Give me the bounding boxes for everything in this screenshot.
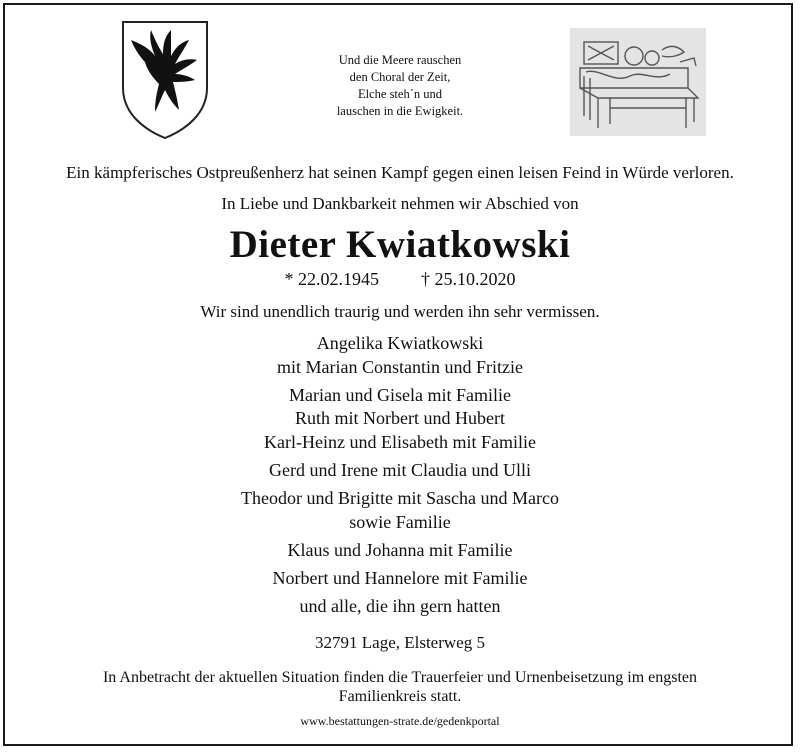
ceremony-notice — [0, 668, 800, 706]
death-date: † 25.10.2020 — [421, 269, 516, 289]
mourner-line: Marian und Gisela mit Familie — [289, 385, 511, 405]
birth-date: * 22.02.1945 — [284, 269, 379, 289]
mourner-line: Gerd und Irene mit Claudia und Ulli — [269, 460, 531, 480]
life-dates — [0, 269, 800, 290]
elk-antler-crest-icon — [119, 18, 211, 142]
farewell-text: In Liebe und Dankbarkeit nehmen wir Abschied von — [221, 194, 579, 213]
mourning-line: Wir sind unendlich traurig und werden ihn sehr vermissen. — [200, 302, 600, 321]
mourner-line: und alle, die ihn gern hatten — [299, 596, 501, 616]
poem-line: lauschen in die Ewigkeit. — [336, 104, 464, 118]
poem-line: Und die Meere rauschen — [338, 53, 462, 67]
website-link[interactable]: www.bestattungen-strate.de/gedenkportal — [300, 714, 500, 728]
poem-line: den Choral der Zeit, — [349, 70, 451, 84]
mourner-line: Norbert und Hannelore mit Familie — [272, 568, 528, 588]
address: 32791 Lage, Elsterweg 5 — [315, 633, 485, 652]
mourner-line: sowie Familie — [349, 512, 451, 532]
mourner-line: Karl-Heinz und Elisabeth mit Familie — [264, 432, 536, 452]
bench-sketch-image — [570, 28, 706, 136]
mourner-line: Theodor und Brigitte mit Sascha und Marco — [241, 488, 559, 508]
poem-line: Elche steh´n und — [357, 87, 442, 101]
deceased-name: Dieter Kwiatkowski — [229, 223, 571, 266]
poem — [300, 52, 500, 120]
mourner-line: mit Marian Constantin und Fritzie — [277, 357, 523, 377]
notice-line: In Anbetracht der aktuellen Situation finden die Trauerfeier und Urnenbeisetzung im engsten — [102, 669, 698, 686]
mourner-line: Klaus und Johanna mit Familie — [287, 540, 513, 560]
intro-text: Ein kämpferisches Ostpreußenherz hat seinen Kampf gegen einen leisen Feind in Würde verloren. — [66, 163, 734, 182]
mourner-line: Angelika Kwiatkowski — [316, 333, 484, 353]
notice-line: Familienkreis statt. — [338, 688, 462, 705]
mourner-line: Ruth mit Norbert und Hubert — [295, 408, 505, 428]
